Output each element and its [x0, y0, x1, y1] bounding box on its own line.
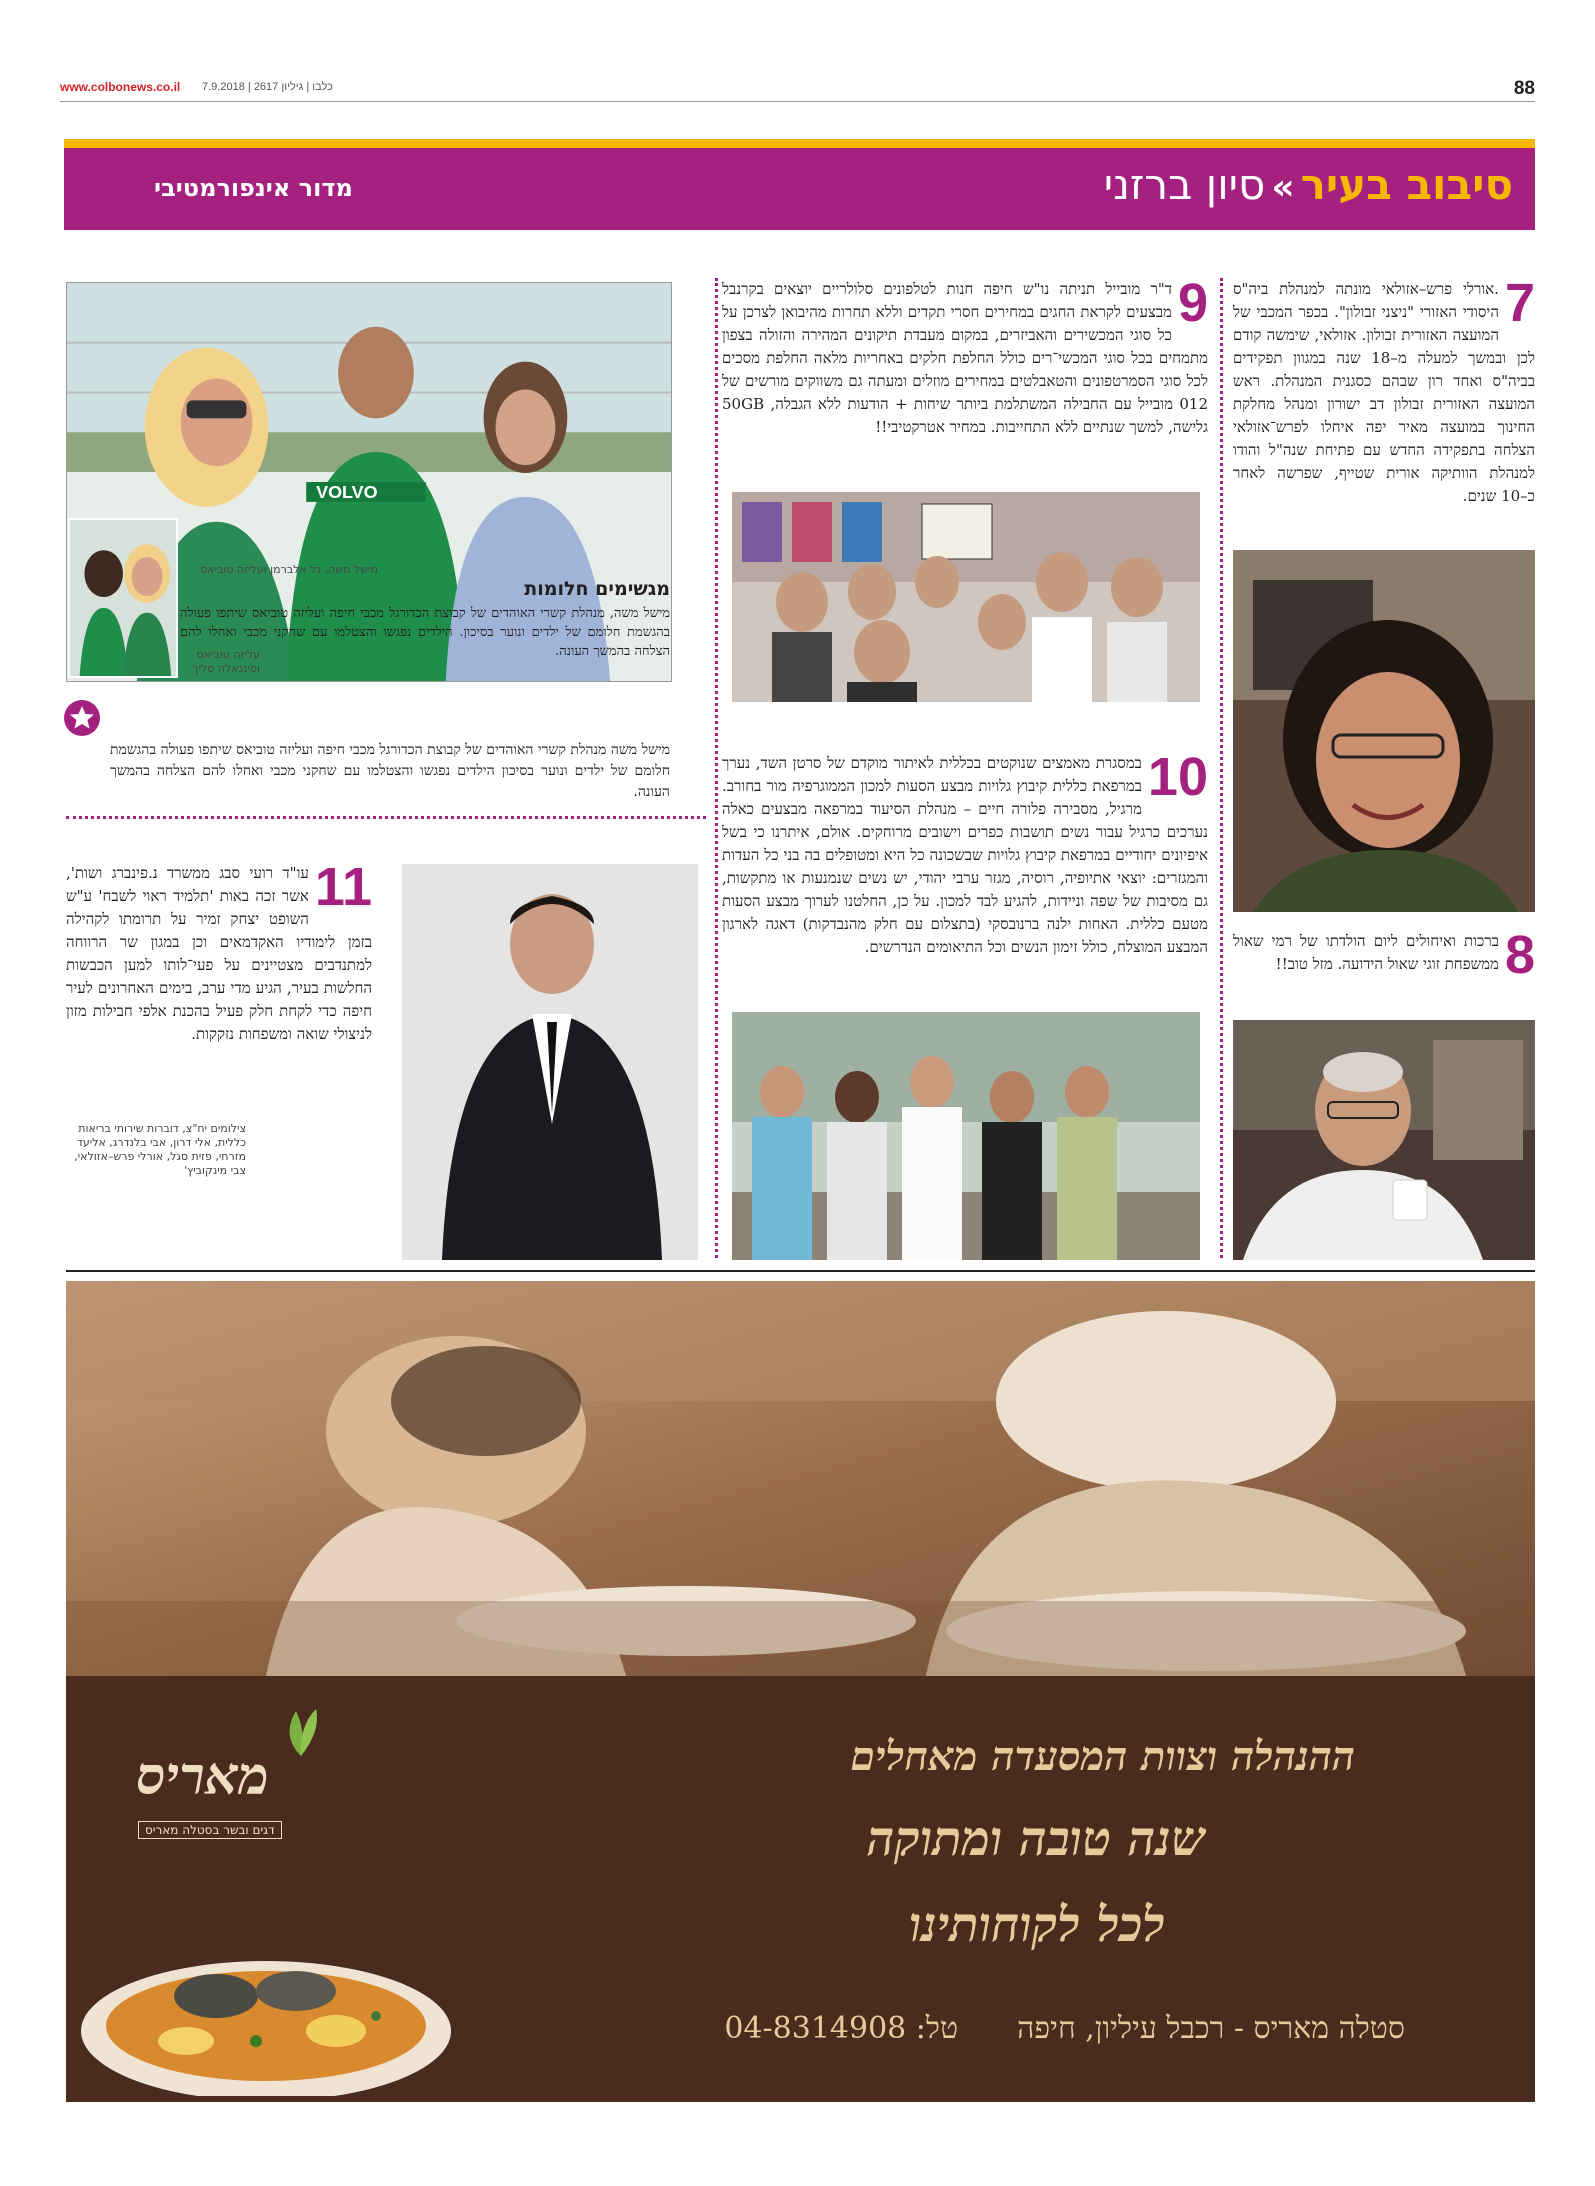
photo-credits: צילומים יח"צ, דוברות שירותי בריאות כללית, אלי דרון, אבי בלנדרג, אליעד מזרחי, פזית סגל, אורלי פרש–אזולאי, צבי מינקוביץ': [74, 1122, 246, 1177]
column-separator: [1220, 278, 1223, 1258]
page-header: [60, 78, 1535, 102]
photo-clalit-women: [732, 1012, 1200, 1260]
photo-roi-sabag: [402, 864, 698, 1260]
ad-top-rule: [66, 1270, 1535, 1272]
author-name: סיון ברזני: [1103, 160, 1266, 209]
dreams-text: מישל משה, מנהלת קשרי האוהדים של קבוצת הכדורגל מכבי חיפה ועליזה טוביאס שיתפו פעולה בהגשמת חלומם של ילדים ונוער בסיכון. הילדים נפגשו והצטלמו עם שחקני מכבי ואחלו להם הצלחה בהמשך העונה.: [180, 606, 670, 659]
news-item-11: [66, 862, 372, 1082]
logo-name: מאריס: [136, 1746, 269, 1807]
leaf-icon: [271, 1701, 331, 1761]
star-icon: [64, 700, 100, 736]
ad-greeting-line-2: שנה טובה ומתוקה: [866, 1811, 1205, 1867]
ad-phone-label: טל:: [915, 2011, 959, 2046]
restaurant-ad: [66, 1281, 1535, 2102]
news-item-7: [1233, 278, 1535, 540]
item-number: 11: [314, 862, 372, 917]
photo-inset-aliza: [68, 518, 178, 678]
ad-phone[interactable]: 04-8314908: [724, 2011, 907, 2046]
issue-meta: כלבו | גיליון 2617 | 7.9.2018: [202, 81, 333, 93]
photo-orly-portrait: [1233, 550, 1535, 912]
item-text: עו"ד רועי סבג ממשרד נ.פינברג ושות', אשר זכה באות 'תלמיד ראוי לשבח' ע"ש השופט יצחק זמיר על תרומתו לקהילה בזמן לימודיו האקדמאים וכן במגון שר הרווחה למתנדבים מצטיינים על פעי־לותו למען הכבשות החלשות בעיר, הגיע מדי ערב, בימים האחרונים לעיר חיפה כדי לקחת חלק פעיל בהכנת אלפי חבילות מזון לניצולי שואה ומשפחות נזקקות.: [66, 864, 372, 1043]
photo-caption-main: מישל משה, גל אלברמן ועליזה טוביאס: [200, 563, 378, 576]
item-text: במסגרת מאמצים שנוקטים בכללית לאיתור מוקדם של סרטן השד, נערך במרפאת כללית קיבוץ גלויות מבצע הסעות למכון הממוגרפיה מור בחורב. מרגיל, מסבירה פלורה חיים – מנהלת הסיעוד במרפאה מבצעים כאלה נערכים כרגיל עבור נשים תושבות כפרים וישובים מרוחקים. אולם, איתרנו כי בשל איפיונים יחודיים במרפאת קיבוץ גלויות שבשכונה כל היא ומטופלים בה בני כל העדות והמגזרים: יוצאי אתיופיה, רוסיה, מגזר ערבי יהודי, יש נשים שנמנעות או מתקשות, גם מסיבות של שפה וניידות, להגיע לבד למכון. על כן, החלטנו לערוך מבצע הסעות מטעם כללית. האחות ילנה ברנובסקי (בתצלום עם חלק מהנבדקות) דאגה לארגון המבצע המוצלח, כולל זימון הנשים וכל התיאומים הנדרשים.: [722, 754, 1208, 956]
section-separator: [66, 816, 706, 819]
section-label: מדור אינפורמטיבי: [154, 174, 353, 202]
ad-greeting-line-1: ההנהלה וצוות המסעדה מאחלים: [850, 1733, 1355, 1780]
banner-accent-bar: [64, 139, 1535, 148]
section-banner: [64, 148, 1535, 230]
banner-title: [1104, 160, 1513, 209]
double-arrow-icon: »: [1271, 167, 1295, 208]
photo-caption-inset: עליזה טוביאס וסיננאלה סליך: [192, 648, 260, 675]
ad-greeting-line-3: לכל לקוחותינו: [909, 1897, 1165, 1953]
news-item-10: [722, 752, 1208, 997]
item-text: ברכות ואיחולים ליום הולדתו של רמי שאול ממשפחת זוגי שאול הידועה. מזל טוב!!: [1233, 932, 1499, 973]
item-text: .אורלי פרש–אזולאי מונתה למנהלת ביה"ס היסודי האזורי "ניצני זבולון". בכפר המכבי של המועצה האזורית זבולון. אזולאי, שימשה קודם לכן ובמשך למעלה מ–18 שנה במגוון תפקידים בביה"ס ואחד רון שבהם כסגנית המנהלת. ראש המועצה האזורית זבולון דב ישורון ומנהל מחלקת החינוך במועצה מאיר יפה איחלו לפרש־אזולאי הצלחה בתפקידה החדש עם פתיחת שנה"ל והודו למנהלת הוותיקה אורית שטייף, שפרשה לאחר כ–10 שנים.: [1233, 280, 1535, 505]
dreams-heading: מגשימים חלומות: [524, 578, 670, 600]
ad-address: סטלה מאריס - רכבל עיליון, חיפה: [1017, 2011, 1405, 2046]
svg-text:VOLVO: VOLVO: [316, 481, 378, 502]
logo-tagline: דגים ובשר בסטלה מאריס: [138, 1821, 282, 1839]
item-number: 7: [1504, 278, 1535, 333]
item-number: 10: [1147, 752, 1208, 807]
item-number: 8: [1504, 930, 1535, 985]
ad-contact-line: [724, 2011, 1405, 2046]
news-item-8: [1233, 930, 1535, 1010]
item-text: ד"ר מובייל תניתה נו"ש חיפה חנות לטלפונים סלולריים יוצאים בקרנבל מבצעים לקראת החגים במחירים חסרי תקדים וללא תחרות מהיבואן לצרכן על כל סוגי המכשירים והאביזרים, במקום מעבדת תיקונים המהירה והזולה בצפון מתמחים בכל סוגי המכשי־רים כולל החלפת חלקים באחריות מלאה החלפת מסכים לכל סוגי הסמרטפונים והטאבלטים במחירים מוזלים ומעתה גם משווקים מורשים של 012 מובייל עם החבילה המשתלמת ביותר שיחות + הודעות ללא הגבלה, 50GB גלישה, למשך שנתיים ללא התחייבות. במחיר אטרקטיבי!!: [722, 280, 1208, 436]
ad-photo-chefs: [66, 1281, 1535, 1676]
ad-photo-dish: [76, 1921, 456, 2096]
news-item-9: [722, 278, 1208, 488]
page-number: 88: [1513, 78, 1535, 99]
column-name: סיבוב בעיר: [1300, 160, 1513, 209]
dreams-repeat-text: מישל משה מנהלת קשרי האוהדים של קבוצת הכדורגל מכבי חיפה ועליזה טוביאס שיתפו פעולה בהגשמת חלומם של ילדים ונוער בסיכון הילדים נפגשו והצטלמו עם שחקני מכבי ואחלו להם הצלחה בהמשך העונה.: [110, 742, 670, 800]
photo-dr-mobile-team: [732, 492, 1200, 702]
photo-rami-shaul: [1233, 1020, 1535, 1260]
site-url[interactable]: www.colbonews.co.il: [60, 80, 181, 94]
item-number: 9: [1177, 278, 1208, 333]
column-separator: [715, 278, 718, 1258]
